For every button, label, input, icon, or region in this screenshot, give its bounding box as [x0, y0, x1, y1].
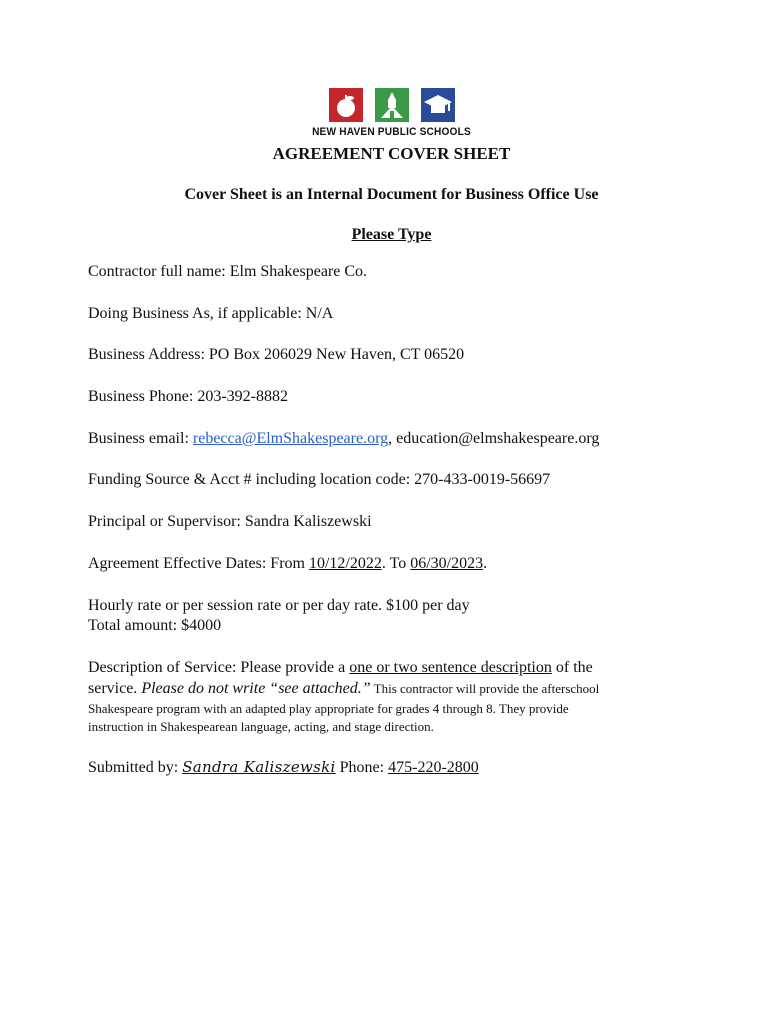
- signature: Sandra Kaliszewski: [182, 758, 336, 776]
- dates-end: .: [483, 555, 488, 572]
- building-icon: [375, 88, 409, 122]
- description-italic-note: Please do not write “see attached.”: [141, 680, 371, 697]
- email-label: Business email:: [88, 430, 193, 447]
- email-rest: , education@elmshakespeare.org: [388, 430, 600, 447]
- logo-row: [329, 88, 457, 124]
- funding-value: 270-433-0019-56697: [414, 471, 551, 488]
- email-link[interactable]: rebecca@ElmShakespeare.org: [192, 430, 389, 447]
- principal-label: Principal or Supervisor:: [88, 513, 245, 530]
- submitted-line: [88, 758, 479, 777]
- contractor-label: Contractor full name:: [88, 263, 230, 280]
- submitted-phone-label: Phone:: [335, 759, 389, 776]
- page-subtitle: Cover Sheet is an Internal Document for Business Office Use: [184, 186, 599, 203]
- dba-label: Doing Business As, if applicable:: [88, 305, 306, 322]
- principal-line: [88, 513, 372, 531]
- apple-logo: [329, 88, 363, 122]
- contractor-value: Elm Shakespeare Co.: [229, 263, 368, 280]
- description-label: Description of Service: Please provide a: [88, 659, 350, 676]
- description-label-end: of the: [551, 659, 593, 676]
- date-from: 10/12/2022: [308, 555, 382, 572]
- dba-line: [88, 305, 333, 323]
- dba-value: N/A: [305, 305, 334, 322]
- page-title: AGREEMENT COVER SHEET: [272, 144, 511, 163]
- description-label-underlined: one or two sentence description: [349, 659, 552, 676]
- org-name: NEW HAVEN PUBLIC SCHOOLS: [312, 126, 471, 138]
- rate-line: Hourly rate or per session rate or per day rate. $100 per day: [88, 597, 470, 614]
- submitted-label: Submitted by:: [88, 759, 183, 776]
- description-line-3: Shakespeare program with an adapted play appropriate for grades 4 through 8. They provide: [88, 701, 569, 716]
- funding-label: Funding Source & Acct # including location code:: [88, 471, 415, 488]
- dates-line: [88, 555, 487, 573]
- graduation-cap-logo: [421, 88, 455, 122]
- description-line-2: [88, 680, 599, 698]
- phone-line: [88, 388, 288, 406]
- principal-value: Sandra Kaliszewski: [244, 513, 372, 530]
- description-line2-start: service.: [88, 680, 142, 697]
- dates-mid: . To: [381, 555, 411, 572]
- email-line: [88, 430, 599, 448]
- total-line: Total amount: $4000: [88, 617, 222, 634]
- address-line: [88, 346, 464, 364]
- description-line-4: instruction in Shakespearean language, acting, and stage direction.: [88, 719, 434, 734]
- description-line2-text: This contractor will provide the afterschool: [370, 681, 600, 696]
- apple-icon: [329, 88, 363, 122]
- address-value: PO Box 206029 New Haven, CT 06520: [208, 346, 465, 363]
- phone-value: 203-392-8882: [197, 388, 288, 405]
- submitted-phone-value: 475-220-2800: [388, 759, 479, 776]
- school-building-logo: [375, 88, 409, 122]
- cap-icon: [421, 88, 455, 122]
- date-to: 06/30/2023: [410, 555, 484, 572]
- description-line-1: [88, 659, 593, 677]
- funding-line: [88, 471, 550, 489]
- phone-label: Business Phone:: [88, 388, 198, 405]
- contractor-line: [88, 263, 367, 281]
- instruction-heading: Please Type: [351, 226, 432, 243]
- address-label: Business Address:: [88, 346, 209, 363]
- dates-label: Agreement Effective Dates: From: [88, 555, 309, 572]
